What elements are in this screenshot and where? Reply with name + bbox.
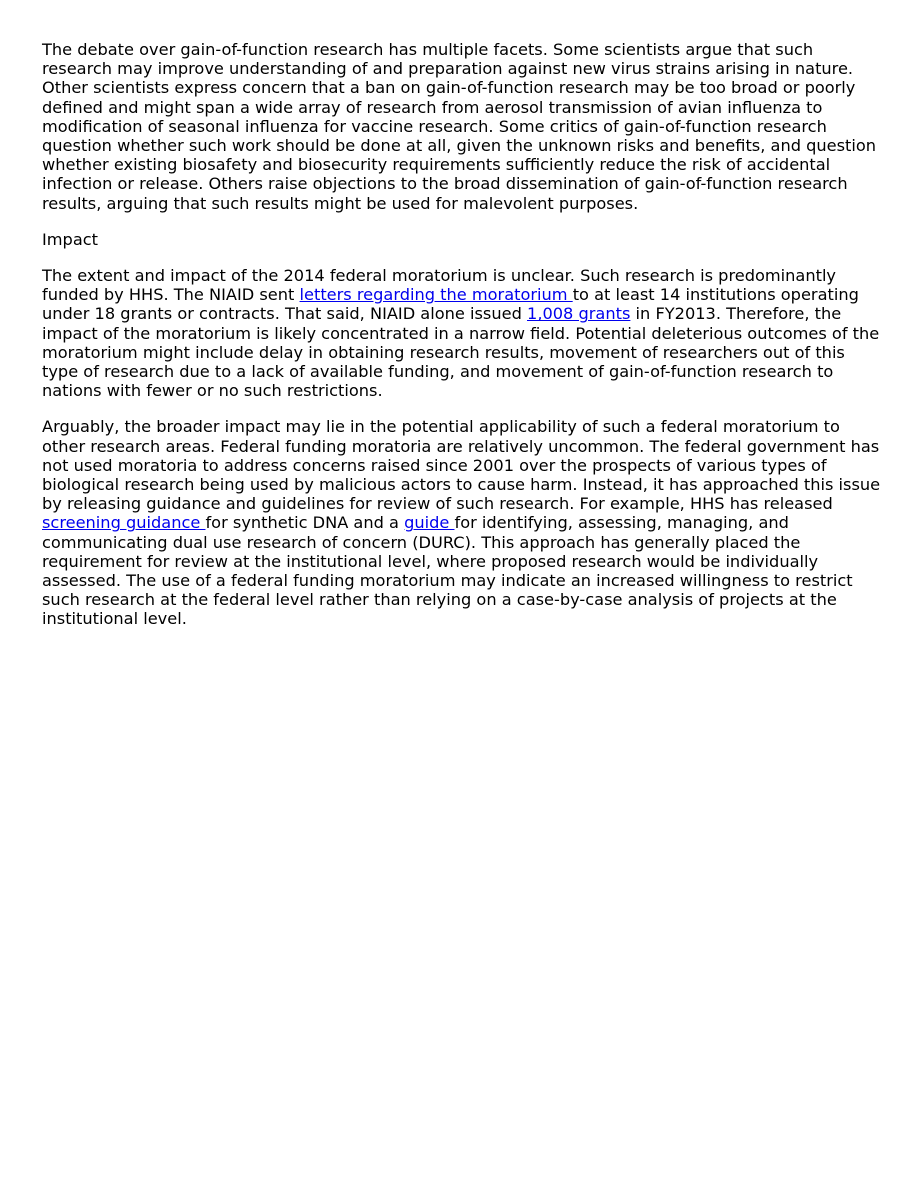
letters-regarding-moratorium-link[interactable]: letters regarding the moratorium (299, 285, 573, 305)
section-heading-impact: Impact (42, 229, 98, 249)
paragraph-text: for identifying, assessing, managing, and communicating dual use research of concern (DURC). This approach has generally placed the requirement for review at the institutional level, where proposed research would be individually assessed. The use of a federal funding moratorium may indicate an increased willingness to restrict such research at the federal level rather than relying on a case-by-case analysis of projects at the institutional level. (42, 513, 853, 629)
paragraph-text: to at least 14 institutions operating under 18 grants or contracts. That said, NIAID alone issued (42, 285, 859, 324)
paragraph-text: in FY2013. Therefore, the impact of the moratorium is likely concentrated in a narrow field. Potential deleterious outcomes of the moratorium might include delay in obtaining research results, movement of researchers out of this type of research due to a lack of available funding, and movement of gain-of-function research to nations with fewer or no such restrictions. (42, 304, 880, 401)
document-body (42, 40, 882, 646)
paragraph-text: Arguably, the broader impact may lie in the potential applicability of such a federal moratorium to other research areas. Federal funding moratoria are relatively uncommon. The federal government has not used moratoria to address concerns raised since 2001 over the prospects of various types of biological research being used by malicious actors to cause harm. Instead, it has approached this issue by releasing guidance and guidelines for review of such research. For example, HHS has released (42, 417, 881, 514)
screening-guidance-link[interactable]: screening guidance (42, 513, 206, 533)
paragraph-broader-impact (42, 417, 882, 628)
paragraph-text: for synthetic DNA and a (205, 513, 405, 533)
paragraph-gain-of-function-debate: The debate over gain-of-function research has multiple facets. Some scientists argue that such research may improve understanding of and preparation against new virus strains arising in nature. Other scientists express concern that a ban on gain-of-function research may be too broad or poorly defined and might span a wide array of research from aerosol transmission of avian influenza to modification of seasonal influenza for vaccine research. Some critics of gain-of-function research question whether such work should be done at all, given the unknown risks and benefits, and question whether existing biosafety and biosecurity requirements sufficiently reduce the risk of accidental infection or release. Others raise objections to the broad dissemination of gain-of-function research results, arguing that such results might be used for malevolent purposes. (42, 40, 877, 213)
paragraph-moratorium-extent (42, 266, 882, 400)
grants-link[interactable]: 1,008 grants (527, 304, 631, 324)
durc-guide-link[interactable]: guide (404, 513, 455, 533)
paragraph-text: The extent and impact of the 2014 federal moratorium is unclear. Such research is predominantly funded by HHS. The NIAID sent (42, 266, 837, 305)
